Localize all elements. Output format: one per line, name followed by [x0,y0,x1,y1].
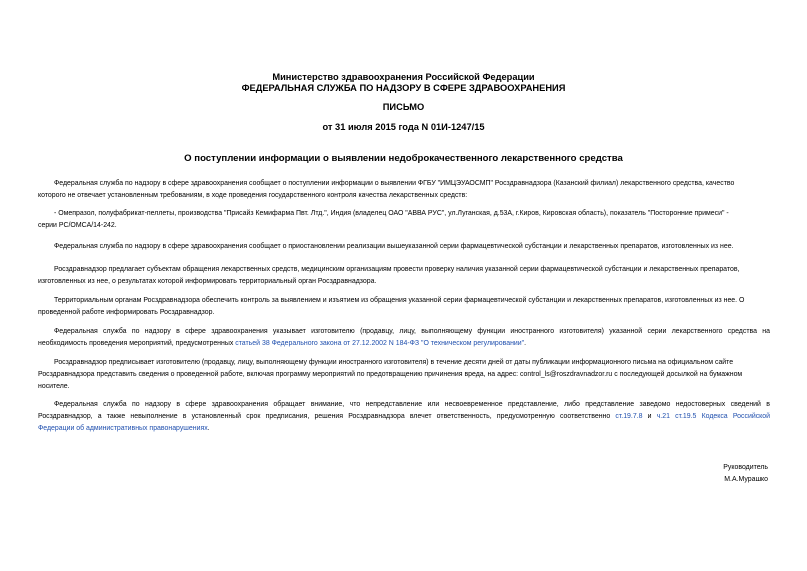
paragraph-line: - Омепразол, полуфабрикат-пеллеты, производства "Присайз Кемифарма Пвт. Лтд.", Индия (владелец ОАО "АВВА РУС", ул.Луганская, д.53А, г.Киров, Кировская область), показатель "Посторонние примеси" - [54,210,729,217]
paragraph-line [38,423,770,435]
paragraph-3 [38,241,770,253]
document-title: О поступлении информации о выявлении недоброкачественного лекарственного средства [184,153,623,164]
document-date-number: от 31 июля 2015 года N 01И-1247/15 [322,122,485,132]
ministry-name: Министерство здравоохранения Российской Федерации [272,72,535,82]
paragraph-line: Территориальным органам Росздравнадзора обеспечить контроль за выявлением и изъятием из обращения указанной серии фармацевтической субстанции и лекарственных препаратов, изготовленных из нее. О [54,297,745,304]
paragraph-line: серии PC/OMCA/14-242. [38,222,117,229]
paragraph-line: Федеральная служба по надзору в сфере здравоохранения сообщает о приостановлении реализации вышеуказанной серии фармацевтической субстанции и лекарственных препаратов, изготовленных из нее. [54,243,734,250]
federal-law-184-link[interactable]: статьей 38 Федерального закона от 27.12.2002 N 184-ФЗ "О техническом регулировании" [235,340,525,347]
paragraph-line: проведенной работе информировать Росздравнадзор. [38,309,215,316]
paragraph-line: Росздравнадзор предлагает субъектам обращения лекарственных средств, медицинским организациям провести проверку наличия указанной серии фармацевтической субстанции и лекарственных препаратов, [54,266,740,273]
koap-19-7-8-link[interactable]: ст.19.7.8 [615,413,643,420]
signer-name: М.А.Мурашко [724,476,768,483]
paragraph-4 [38,264,770,288]
paragraph-text: . [207,425,210,432]
paragraph-5 [38,295,770,319]
paragraph-line [38,338,770,350]
koap-link[interactable]: Федерации об административных правонарушениях [38,425,208,432]
koap-19-5-link[interactable]: ч.21 ст.19.5 Кодекса Российской [656,413,770,420]
paragraph-line: Федеральная служба по надзору в сфере здравоохранения указывает изготовителю (продавцу, лицу, выполняющему функции иностранного изготовителя) указанной серии лекарственного средства на [54,328,770,335]
paragraph-7 [38,357,770,393]
paragraph-line [38,411,770,423]
paragraph-6 [38,326,770,350]
paragraph-line: носителе. [38,383,70,390]
document-type: ПИСЬМО [382,102,425,112]
paragraph-line: Росздравнадзор предписывает изготовителю (продавцу, лицу, выполняющему функции иностранного изготовителя) в течение десяти дней от даты публикации информационного письма на официальном сайте [54,359,734,366]
paragraph-text: и [642,413,657,420]
paragraph-line: Федеральная служба по надзору в сфере здравоохранения сообщает о поступлении информации о выявлении ФГБУ "ИМЦЭУАОСМП" Росздравнадзора (Казанский филиал) лекарственного средства, качество [54,180,735,187]
signature-block [568,462,768,486]
paragraph-line: Федеральная служба по надзору в сфере здравоохранения обращает внимание, что непредставление или несвоевременное представление, либо представление заведомо недостоверных сведений в [54,401,770,408]
paragraph-text: Росздравнадзор, а также невыполнение в установленный срок предписания, решения Росздравнадзора влечет ответственность, предусмотренную соответственно [38,413,616,420]
paragraph-line: изготовленных из нее, о результатах которой информировать территориальный орган Росздравнадзора. [38,278,377,285]
paragraph-2 [38,208,770,232]
paragraph-1 [38,178,770,202]
paragraph-text: . [524,340,527,347]
paragraph-line: Росздравнадзора представить сведения о проведенной работе, включая программу мероприятий по предотвращению причинения вреда, на адрес: control_ls@roszdravnadzor.ru с последующей досылкой на бумажном [38,371,743,378]
paragraph-line: которого не отвечает установленным требованиям, в ходе проведения государственного контроля качества лекарственных средств: [38,192,468,199]
service-name: ФЕДЕРАЛЬНАЯ СЛУЖБА ПО НАДЗОРУ В СФЕРЕ ЗДРАВООХРАНЕНИЯ [241,83,566,93]
paragraph-8 [38,399,770,435]
signer-position: Руководитель [723,464,768,471]
paragraph-text: необходимость проведения мероприятий, предусмотренных [38,340,236,347]
